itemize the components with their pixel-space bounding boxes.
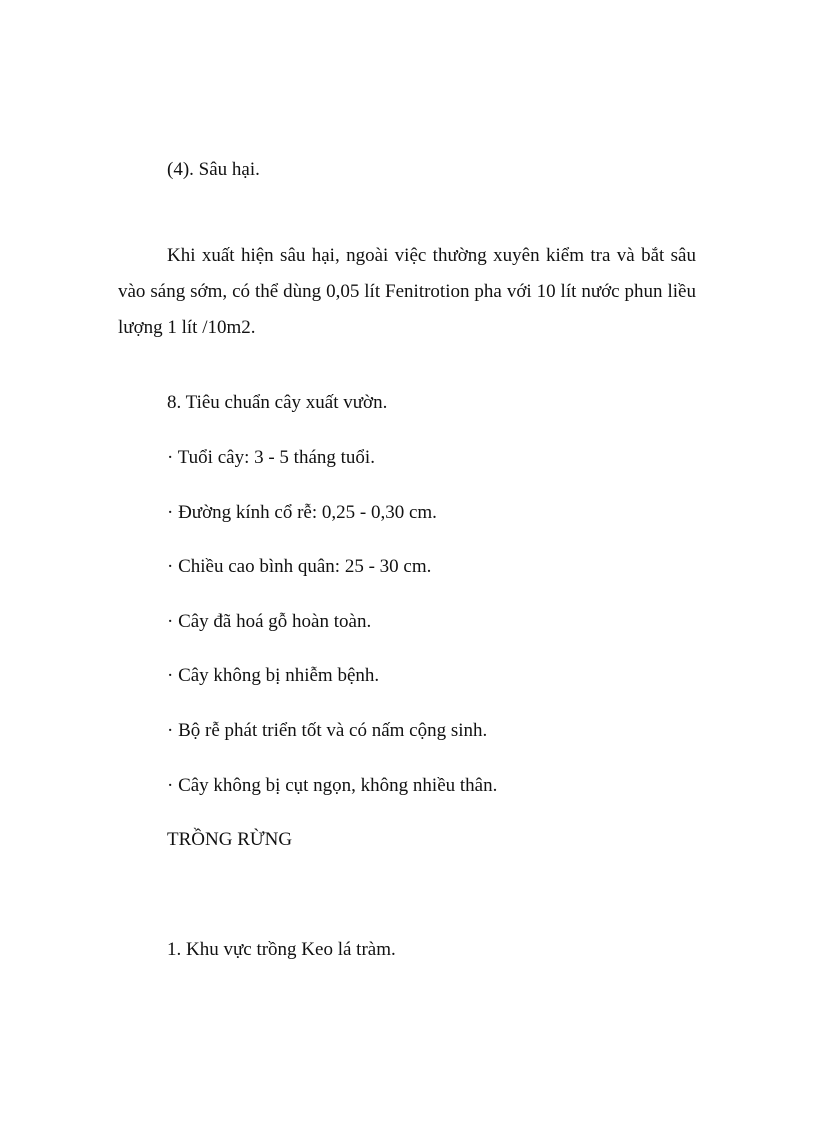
- standard-item-height: · Chiều cao bình quân: 25 - 30 cm.: [167, 556, 432, 577]
- standard-item-roots: · Bộ rễ phát triển tốt và có nấm cộng sinh.: [167, 720, 488, 741]
- standard-item-disease-free: · Cây không bị nhiễm bệnh.: [167, 665, 380, 686]
- standard-item-age: · Tuổi cây: 3 - 5 tháng tuổi.: [167, 447, 375, 468]
- standard-item-stem: · Cây không bị cụt ngọn, không nhiều thân.: [167, 775, 498, 796]
- section-pests-heading: (4). Sâu hại.: [167, 159, 260, 180]
- standards-heading: 8. Tiêu chuẩn cây xuất vườn.: [167, 392, 388, 413]
- planting-heading: TRỒNG RỪNG: [167, 829, 293, 850]
- standard-item-lignified: · Cây đã hoá gỗ hoàn toàn.: [167, 611, 372, 632]
- pest-paragraph: Khi xuất hiện sâu hại, ngoài việc thường xuyên kiểm tra và bắt sâu vào sáng sớm, có thể dùng 0,05 lít Fenitrotion pha với 10 lít nước phun liều lượng 1 lít /10m2.: [118, 245, 696, 338]
- standard-item-root-diameter: · Đường kính cổ rễ: 0,25 - 0,30 cm.: [167, 502, 437, 523]
- area-heading: 1. Khu vực trồng Keo lá tràm.: [167, 939, 396, 960]
